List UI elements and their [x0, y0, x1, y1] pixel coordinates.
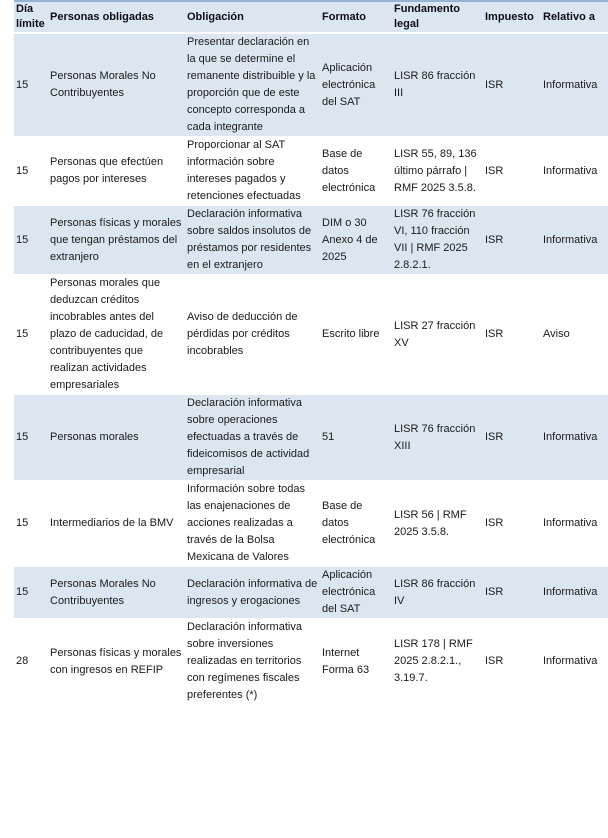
- cell-personas-obligadas: Intermediarios de la BMV: [48, 481, 185, 567]
- cell-dia-limite: 15: [14, 395, 48, 481]
- cell-formato: Aplicación electrónica del SAT: [320, 34, 392, 137]
- cell-obligacion: Aviso de deducción de pérdidas por créditos incobrables: [185, 275, 320, 395]
- cell-impuesto: ISR: [483, 567, 541, 619]
- cell-relativo-a: Informativa: [541, 619, 608, 705]
- cell-formato: 51: [320, 395, 392, 481]
- column-header-dia-limite: Día límite: [14, 2, 48, 34]
- tax-obligations-table: [14, 0, 608, 705]
- cell-dia-limite: 15: [14, 275, 48, 395]
- table-row: [14, 34, 608, 137]
- cell-formato: DIM o 30 Anexo 4 de 2025: [320, 206, 392, 275]
- cell-obligacion: Presentar declaración en la que se determine el remanente distribuible y la proporción que de este concepto corresponda a cada integrante: [185, 34, 320, 137]
- cell-impuesto: ISR: [483, 206, 541, 275]
- cell-formato: Aplicación electrónica del SAT: [320, 567, 392, 619]
- cell-fundamento-legal: LISR 178 | RMF 2025 2.8.2.1., 3.19.7.: [392, 619, 483, 705]
- table-header: [14, 2, 608, 34]
- cell-personas-obligadas: Personas morales que deduzcan créditos incobrables antes del plazo de caducidad, de contribuyentes que realizan actividades empresariales: [48, 275, 185, 395]
- cell-relativo-a: Informativa: [541, 34, 608, 137]
- cell-obligacion: Declaración informativa de ingresos y erogaciones: [185, 567, 320, 619]
- cell-fundamento-legal: LISR 86 fracción III: [392, 34, 483, 137]
- cell-impuesto: ISR: [483, 137, 541, 206]
- cell-impuesto: ISR: [483, 619, 541, 705]
- cell-relativo-a: Informativa: [541, 481, 608, 567]
- cell-dia-limite: 15: [14, 34, 48, 137]
- cell-formato: Base de datos electrónica: [320, 481, 392, 567]
- column-header-relativo-a: Relativo a: [541, 2, 608, 34]
- cell-obligacion: Información sobre todas las enajenaciones de acciones realizadas a través de la Bolsa Mexicana de Valores: [185, 481, 320, 567]
- cell-fundamento-legal: LISR 56 | RMF 2025 3.5.8.: [392, 481, 483, 567]
- cell-impuesto: ISR: [483, 481, 541, 567]
- cell-dia-limite: 15: [14, 481, 48, 567]
- cell-dia-limite: 15: [14, 206, 48, 275]
- column-header-personas-obligadas: Personas obligadas: [48, 2, 185, 34]
- table-row: [14, 567, 608, 619]
- table-body: [14, 34, 608, 705]
- cell-personas-obligadas: Personas morales: [48, 395, 185, 481]
- cell-formato: Internet Forma 63: [320, 619, 392, 705]
- cell-relativo-a: Informativa: [541, 137, 608, 206]
- column-header-fundamento-legal: Fundamento legal: [392, 2, 483, 34]
- cell-fundamento-legal: LISR 27 fracción XV: [392, 275, 483, 395]
- cell-dia-limite: 15: [14, 137, 48, 206]
- cell-personas-obligadas: Personas físicas y morales con ingresos en REFIP: [48, 619, 185, 705]
- cell-obligacion: Proporcionar al SAT información sobre intereses pagados y retenciones efectuadas: [185, 137, 320, 206]
- cell-obligacion: Declaración informativa sobre saldos insolutos de préstamos por residentes en el extranjero: [185, 206, 320, 275]
- table-row: [14, 206, 608, 275]
- table-header-row: [14, 2, 608, 34]
- table-row: [14, 481, 608, 567]
- cell-impuesto: ISR: [483, 395, 541, 481]
- cell-fundamento-legal: LISR 55, 89, 136 último párrafo | RMF 2025 3.5.8.: [392, 137, 483, 206]
- cell-relativo-a: Informativa: [541, 395, 608, 481]
- cell-personas-obligadas: Personas que efectúen pagos por intereses: [48, 137, 185, 206]
- table-row: [14, 619, 608, 705]
- cell-personas-obligadas: Personas Morales No Contribuyentes: [48, 567, 185, 619]
- column-header-formato: Formato: [320, 2, 392, 34]
- column-header-obligacion: Obligación: [185, 2, 320, 34]
- cell-impuesto: ISR: [483, 34, 541, 137]
- cell-impuesto: ISR: [483, 275, 541, 395]
- cell-dia-limite: 28: [14, 619, 48, 705]
- cell-personas-obligadas: Personas Morales No Contribuyentes: [48, 34, 185, 137]
- cell-relativo-a: Aviso: [541, 275, 608, 395]
- cell-formato: Base de datos electrónica: [320, 137, 392, 206]
- cell-fundamento-legal: LISR 76 fracción XIII: [392, 395, 483, 481]
- cell-fundamento-legal: LISR 86 fracción IV: [392, 567, 483, 619]
- table-row: [14, 275, 608, 395]
- table-row: [14, 137, 608, 206]
- column-header-impuesto: Impuesto: [483, 2, 541, 34]
- cell-relativo-a: Informativa: [541, 206, 608, 275]
- cell-obligacion: Declaración informativa sobre operaciones efectuadas a través de fideicomisos de actividad empresarial: [185, 395, 320, 481]
- cell-personas-obligadas: Personas físicas y morales que tengan préstamos del extranjero: [48, 206, 185, 275]
- cell-fundamento-legal: LISR 76 fracción VI, 110 fracción VII | RMF 2025 2.8.2.1.: [392, 206, 483, 275]
- table-row: [14, 395, 608, 481]
- cell-relativo-a: Informativa: [541, 567, 608, 619]
- cell-obligacion: Declaración informativa sobre inversiones realizadas en territorios con regímenes fiscales preferentes (*): [185, 619, 320, 705]
- cell-formato: Escrito libre: [320, 275, 392, 395]
- cell-dia-limite: 15: [14, 567, 48, 619]
